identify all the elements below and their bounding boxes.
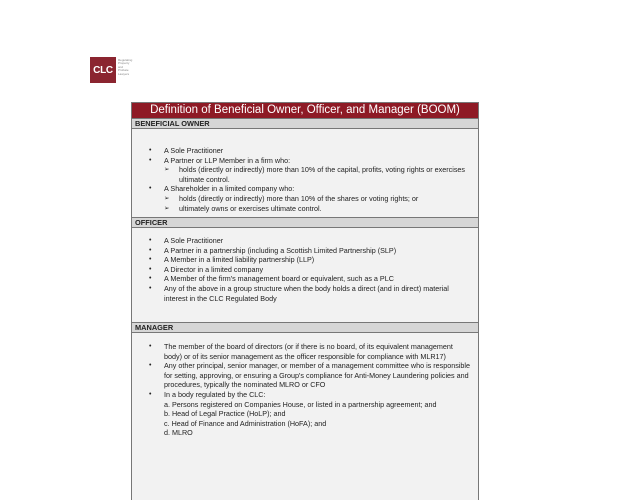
section-heading-manager: MANAGER (132, 322, 478, 333)
document-title: Definition of Beneficial Owner, Officer, and Manager (BOOM) (132, 103, 478, 118)
logo-tagline-line: Property (118, 61, 130, 66)
list-item-text: • A Shareholder in a limited company who: (164, 184, 295, 194)
list-item: • A Director in a limited company (132, 265, 478, 275)
logo-tagline-line: and (118, 64, 124, 69)
list-item-line: c. Head of Finance and Administration (HoFA); and (164, 418, 327, 428)
section-body-officer (132, 228, 478, 322)
list-item: • A Sole Practitioner (132, 146, 478, 156)
logo-tagline-line: Probate (118, 68, 129, 73)
logo-badge: CLC (90, 57, 116, 83)
list-item-line: d. MLRO (164, 428, 193, 438)
logo-tagline-line: Regulating (118, 58, 133, 62)
list-item: • A Member of the firm's management board or equivalent, such as a PLC (132, 274, 478, 284)
sub-list-item: ➢ holds (directly or indirectly) more than 10% of the shares or voting rights; or (164, 194, 470, 204)
list-item: • A Sole Practitioner (132, 236, 478, 246)
section-body-manager (132, 333, 478, 440)
list-item (132, 390, 478, 438)
section-heading-beneficial-owner: BENEFICIAL OWNER (132, 118, 478, 129)
list-item: • Any other principal, senior manager, or member of a management committee who is responsible for setting, approving, or ensuring a Group's compliance for Anti-Money Laundering policies and procedures, typically the nominated MLRO or CFO (132, 361, 478, 390)
list-item: • The member of the board of directors (or if there is no board, of its equivalent management body) or of its senior management as the officer responsible for compliance with MLR17) (132, 342, 478, 361)
logo-tagline (118, 59, 134, 76)
sub-list-item: ➢ holds (directly or indirectly) more than 10% of the capital, profits, voting rights or exercises ultimate control. (164, 165, 470, 184)
list-item-line: b. Head of Legal Practice (HoLP); and (164, 409, 286, 419)
list-item: • A Member in a limited liability partnership (LLP) (132, 255, 478, 265)
list-item (132, 156, 478, 185)
list-item-text: • A Partner or LLP Member in a firm who: (164, 155, 291, 165)
list-item (132, 184, 478, 213)
boom-definition-table (131, 102, 479, 500)
list-item: • A Partner in a partnership (including a Scottish Limited Partnership (SLP) (132, 246, 478, 256)
list-item-line: a. Persons registered on Companies House, or listed in a partnership agreement; and (164, 399, 437, 409)
list-item: • Any of the above in a group structure when the body holds a direct (and in direct) material interest in the CLC Regulated Body (132, 284, 478, 303)
list-item-text: • In a body regulated by the CLC: (164, 389, 266, 399)
section-body-beneficial-owner (132, 129, 478, 217)
logo-tagline-line: Lawyers (118, 71, 130, 76)
clc-logo (90, 57, 134, 83)
section-heading-officer: OFFICER (132, 217, 478, 228)
sub-list-item: ➢ ultimately owns or exercises ultimate control. (164, 204, 470, 214)
